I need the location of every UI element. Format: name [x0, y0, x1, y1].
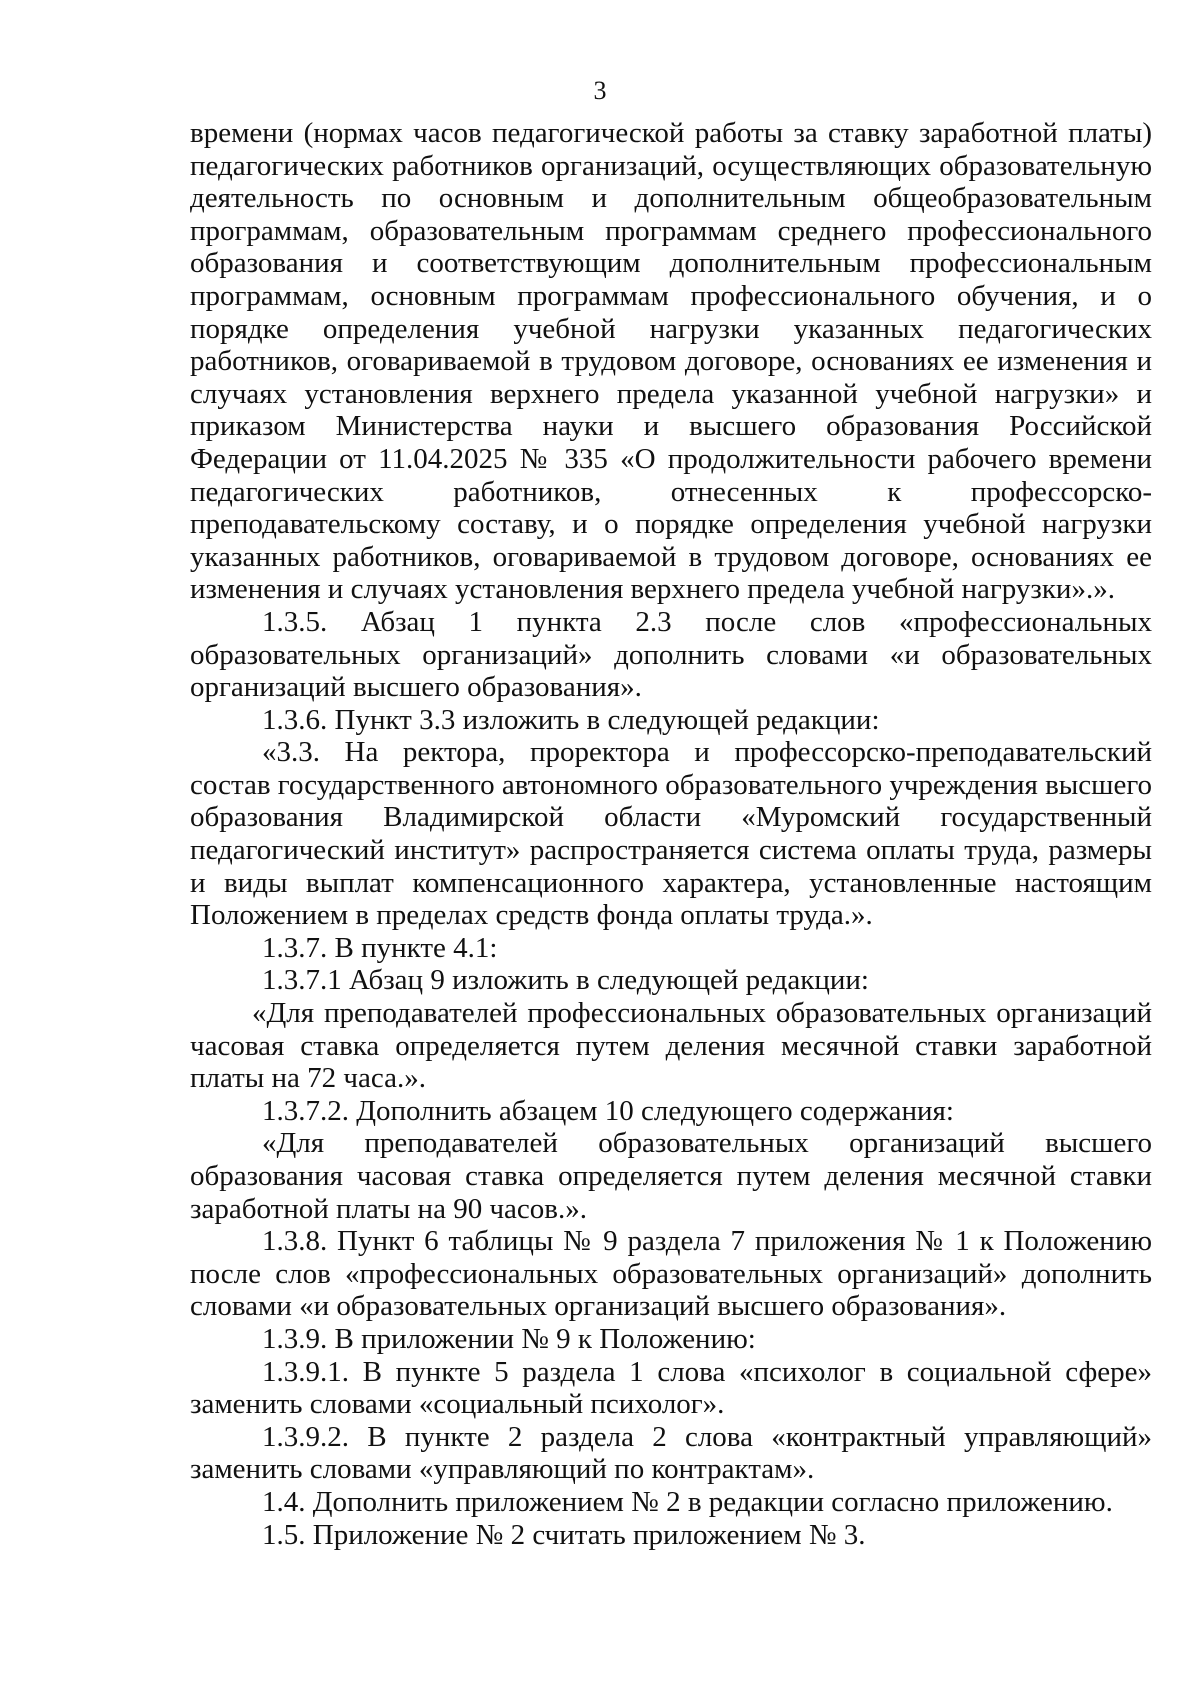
- paragraph-continuation: времени (нормах часов педагогической работы за ставку заработной платы) педагогических работников организаций, осуществляющих образовательную деятельность по основным и дополнительным общеобразовательным программам, образовательным программам среднего профессионального образования и соответствующим дополнительным профессиональным программам, основным программам профессионального обучения, и о порядке определения учебной нагрузки указанных педагогических работников, оговариваемой в трудовом договоре, основаниях ее изменения и случаях установления верхнего предела указанной учебной нагрузки» и приказом Министерства науки и высшего образования Российской Федерации от 11.04.2025 № 335 «О продолжительности рабочего времени педагогических работников, отнесенных к профессорско-преподавательскому составу, и о порядке определения учебной нагрузки указанных работников, оговариваемой в трудовом договоре, основаниях ее изменения и случаях установления верхнего предела учебной нагрузки».».: [190, 117, 1152, 606]
- paragraph-1-3-9-2: 1.3.9.2. В пункте 2 раздела 2 слова «контрактный управляющий» заменить словами «управляющий по контрактам».: [190, 1420, 1152, 1486]
- document-body: [190, 117, 1152, 1551]
- paragraph-1-4: 1.4. Дополнить приложением № 2 в редакции согласно приложению.: [262, 1485, 1113, 1518]
- paragraph-1-3-7: 1.3.7. В пункте 4.1:: [262, 931, 498, 964]
- paragraph-1-3-7-2: 1.3.7.2. Дополнить абзацем 10 следующего содержания:: [262, 1094, 954, 1127]
- paragraph-1-3-7-1: 1.3.7.1 Абзац 9 изложить в следующей редакции:: [262, 964, 869, 997]
- paragraph-1-3-6: 1.3.6. Пункт 3.3 изложить в следующей редакции:: [262, 703, 880, 736]
- paragraph-3-3-quote: «3.3. На ректора, проректора и профессорско-преподавательский состав государственного автономного образовательного учреждения высшего образования Владимирской области «Муромский государственный педагогический институт» распространяется система оплаты труда, размеры и виды выплат компенсационного характера, установленные настоящим Положением в пределах средств фонда оплаты труда.».: [190, 736, 1152, 932]
- paragraph-abzac-10-quote: «Для преподавателей образовательных организаций высшего образования часовая ставка определяется путем деления месячной ставки заработной платы на 90 часов.».: [190, 1127, 1152, 1225]
- page-number: 3: [593, 76, 607, 105]
- paragraph-1-3-9-1: 1.3.9.1. В пункте 5 раздела 1 слова «психолог в социальной сфере» заменить словами «социальный психолог».: [190, 1355, 1152, 1421]
- paragraph-1-3-9: 1.3.9. В приложении № 9 к Положению:: [262, 1322, 756, 1355]
- paragraph-1-3-8: 1.3.8. Пункт 6 таблицы № 9 раздела 7 приложения № 1 к Положению после слов «профессиональных образовательных организаций» дополнить словами «и образовательных организаций высшего образования».: [190, 1225, 1152, 1323]
- paragraph-abzac-9-quote: «Для преподавателей профессиональных образовательных организаций часовая ставка определяется путем деления месячной ставки заработной платы на 72 часа.».: [190, 997, 1152, 1095]
- paragraph-1-3-5: 1.3.5. Абзац 1 пункта 2.3 после слов «профессиональных образовательных организаций» дополнить словами «и образовательных организаций высшего образования».: [190, 605, 1152, 704]
- paragraph-1-5: 1.5. Приложение № 2 считать приложением № 3.: [262, 1518, 866, 1551]
